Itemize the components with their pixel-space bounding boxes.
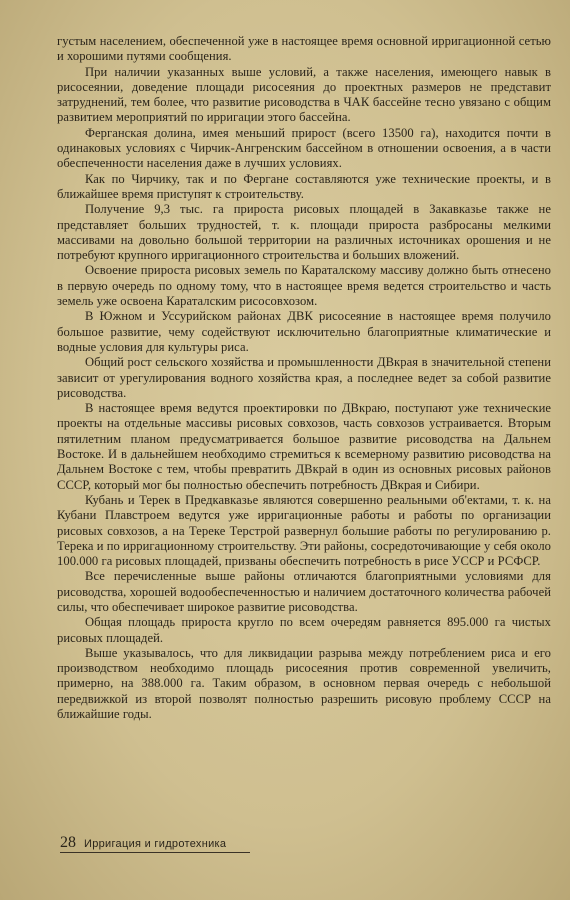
paragraph-4: Как по Чирчику, так и по Фергане составляются уже технические проекты, и в ближайшее время приступят к строительству. — [57, 171, 551, 201]
paragraph-3: Ферганская долина, имея меньший прирост (всего 13500 га), находится почти в одинаковых условиях с Чирчик-Ангренским бассейном в отношении освоения, а в части обеспеченности населения даже в лучших условиях. — [57, 125, 551, 171]
paragraph-6: Освоение прироста рисовых земель по Караталскому массиву должно быть отнесено в первую очередь по одному тому, что в настоящее время ведется строительство и часть земель уже освоена Караталским рисосовхозом. — [57, 263, 551, 309]
paragraph-12: Общая площадь прироста кругло по всем очередям равняется 895.000 га чистых рисовых площадей. — [57, 615, 551, 645]
journal-title: Ирригация и гидротехника — [84, 838, 227, 850]
paragraph-8: Общий рост сельского хозяйства и промышленности ДВкрая в значительной степени зависит от урегулирования водного хозяйства края, а последнее ведет за собой развитие рисоводства. — [57, 355, 551, 400]
paragraph-5: Получение 9,3 тыс. га прироста рисовых площадей в Закавказье также не представляет больших трудностей, т. к. площади прироста разбросаны мелкими массивами на довольно большой территории на различных источниках орошения и не потребуют крупного ирригационного строительства и больших вложений. — [57, 202, 551, 263]
body-text — [57, 34, 551, 722]
paragraph-7: В Южном и Уссурийском районах ДВК рисосеяние в настоящее время получило большое развитие, чему содействуют исключительно благоприятные климатические и водные условия для культуры риса. — [57, 309, 551, 354]
page-number: 28 — [60, 834, 76, 851]
paragraph-13: Выше указывалось, что для ликвидации разрыва между потреблением риса и его производством необходимо площадь рисосеяния против современной увеличить, примерно, на 388.000 га. Таким образом, в основном первая очередь с небольшой передвижкой из второй позволят полностью разрешить рисовую проблему СССР на ближайшие годы. — [57, 645, 551, 722]
paragraph-9: В настоящее время ведутся проектировки по ДВкраю, поступают уже технические проекты на отдельные массивы рисовых совхозов, часть совхозов устраивается. Вторым пятилетним планом предусматривается большое развитие рисоводства на Дальнем Востоке. И в дальнейшем необходимо стремиться к всемерному развитию рисоводства на Дальнем Востоке с тем, чтобы превратить ДВкрай в один из основных рисовых районов СССР, который мог бы полностью обеспечить потребность ДВкрая и Сибири. — [57, 401, 551, 492]
paragraph-2: При наличии указанных выше условий, а также населения, имеющего навык в рисосеянии, доведение площади рисосеяния до проектных размеров не представит затруднений, тем более, что развитие рисоводства в ЧАК бассейне тесно увязано с общим развитием мероприятий по ирригации этого бассейна. — [57, 64, 551, 125]
paragraph-10: Кубань и Терек в Предкавказье являются совершенно реальными об'ектами, т. к. на Кубани Плавстроем ведутся уже ирригационные работы и работы по организации рисовых совхозов, а на Тереке Терстрой развернул большие работы по регулированию р. Терека и по ирригационному строительству. Эти районы, сосредоточивающие у себя около 100.000 га рисовых площадей, призваны обеспечить потребность в рисе УССР и РСФСР. — [57, 492, 551, 569]
paragraph-11: Все перечисленные выше районы отличаются благоприятными условиями для рисоводства, хорошей водообеспеченностью и наличием достаточного количества рабочей силы, что обеспечивает широкое развитие рисоводства. — [57, 569, 551, 614]
page-footer — [60, 834, 226, 852]
paragraph-1: густым населением, обеспеченной уже в настоящее время основной ирригационной сетью и хорошими путями сообщения. — [57, 34, 551, 64]
footer-rule — [60, 852, 250, 853]
